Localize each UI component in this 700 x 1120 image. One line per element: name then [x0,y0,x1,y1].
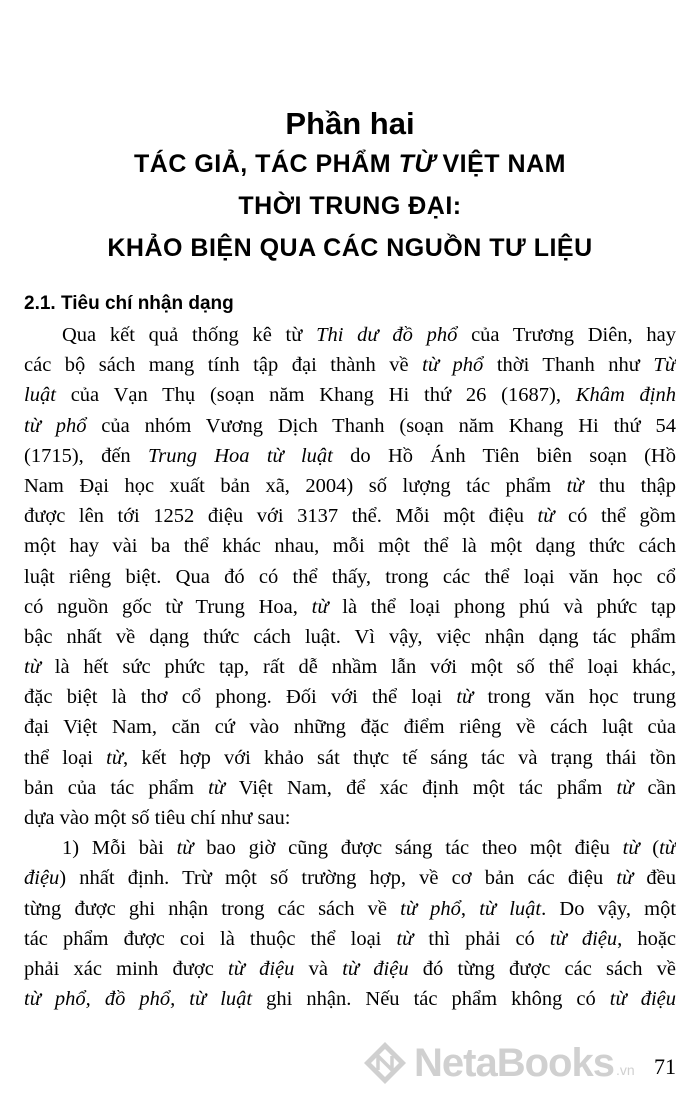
text-line: dựa vào một số tiêu chí như sau: [24,807,291,829]
text-line: đại Việt Nam, căn cứ vào những đặc điểm riêng về cách luật của [24,716,676,739]
section-heading: 2.1. Tiêu chí nhận dạng [24,293,234,314]
text-line: (1715), đến Trung Hoa từ luật do Hồ Ánh Tiên biên soạn (Hồ [24,444,676,467]
text-line: từ phổ của nhóm Vương Dịch Thanh (soạn năm Khang Hi thứ 54 [24,414,676,437]
text-line: 1) Mỗi bài từ bao giờ cũng được sáng tác theo một điệu từ (từ [62,837,676,860]
text-line: các bộ sách mang tính tập đại thành về từ phổ thời Thanh như Từ [24,354,676,377]
body-text [24,320,676,1014]
paragraph-1 [24,320,676,833]
text-line: phải xác minh được từ điệu và từ điệu đó từng được các sách về [24,957,676,980]
text-line: luật của Vạn Thụ (soạn năm Khang Hi thứ 26 (1687), Khâm định [24,384,676,407]
text-line: điệu) nhất định. Trừ một số trường hợp, về cơ bản các điệu từ đều [24,867,676,890]
text-line: luật riêng biệt. Qua đó có thể thấy, trong các thể loại văn học cổ [24,565,676,588]
text-line: từng được ghi nhận trong các sách về từ phổ, từ luật. Do vậy, một [24,897,676,920]
text-line: Nam Đại học xuất bản xã, 2004) số lượng tác phẩm từ thu thập [24,474,676,497]
text-line: bậc nhất về dạng thức cách luật. Vì vậy, việc nhận dạng tác phẩm [24,625,676,648]
subtitle-line-1: TÁC GIẢ, TÁC PHẨM TỪ VIỆT NAM [134,150,566,178]
text-line: từ là hết sức phức tạp, rất dễ nhầm lẫn với một số thể loại khác, [24,656,676,679]
paragraph-2 [24,833,676,1014]
text-line: được lên tới 1252 điệu với 3137 thể. Mỗi một điệu từ có thể gồm [24,505,676,528]
subtitle-line-2: THỜI TRUNG ĐẠI: [238,192,462,220]
watermark-text: NetaBooks [414,1040,614,1085]
text-line: một hay vài ba thể khác nhau, mỗi một thể là một dạng thức cách [24,535,676,558]
text-line: từ phổ, đồ phổ, từ luật ghi nhận. Nếu tác phẩm không có từ điệu [24,988,676,1011]
text-line: tác phẩm được coi là thuộc thể loại từ thì phải có từ điệu, hoặc [24,927,676,950]
chapter-title-block [0,105,700,269]
text-line: Qua kết quả thống kê từ Thi dư đồ phổ của Trương Diên, hay [62,324,676,346]
watermark-suffix: .vn [615,1062,635,1078]
text-line: thể loại từ, kết hợp với khảo sát thực tế sáng tác và trạng thái tồn [24,746,676,769]
netabooks-logo-icon [362,1040,408,1086]
part-title: Phần hai [285,106,415,141]
page-number: 71 [654,1054,676,1079]
text-line: có nguồn gốc từ Trung Hoa, từ là thể loại phong phú và phức tạp [24,595,676,618]
subtitle-line-3: KHẢO BIỆN QUA CÁC NGUỒN TƯ LIỆU [107,234,593,262]
netabooks-watermark [362,1040,635,1086]
text-line: bản của tác phẩm từ Việt Nam, để xác định một tác phẩm từ cần [24,776,676,799]
text-line: đặc biệt là thơ cổ phong. Đối với thể loại từ trong văn học trung [24,686,676,709]
